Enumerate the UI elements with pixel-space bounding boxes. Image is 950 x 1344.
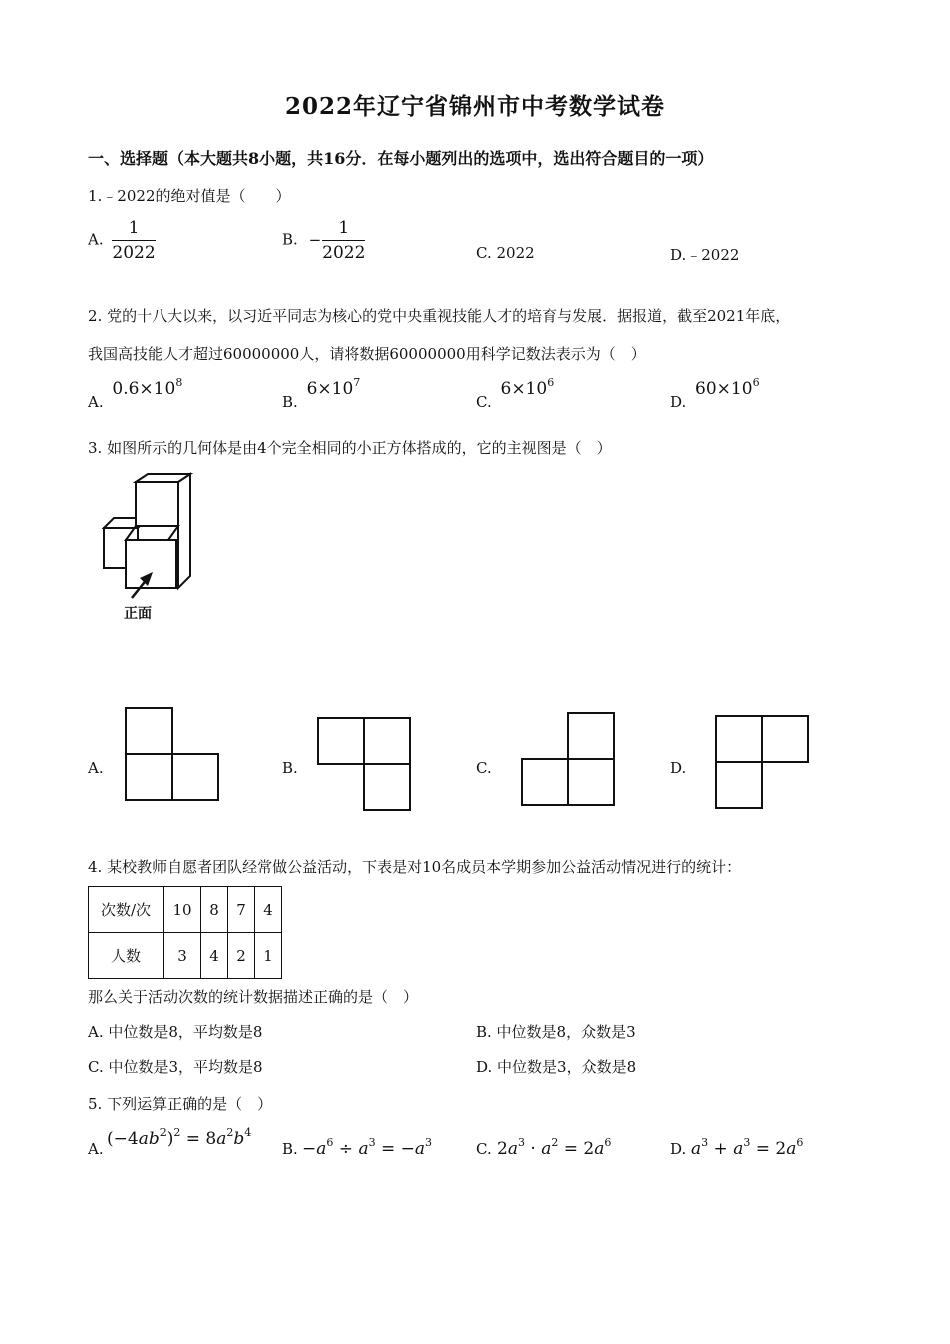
option-label: B. [282, 230, 298, 249]
q4-option-a[interactable]: A. 中位数是8，平均数是8 [88, 1023, 263, 1041]
q2-option-a[interactable] [88, 376, 183, 411]
q3-option-c-label[interactable]: C. [476, 759, 492, 777]
q3-option-d-figure[interactable] [714, 714, 810, 810]
exponent: 6 [547, 376, 555, 389]
q4-option-b[interactable]: B. 中位数是8，众数是3 [476, 1023, 636, 1041]
q1-option-b[interactable] [282, 218, 365, 263]
question-2-stem-line2: 我国高技能人才超过60000000人，请将数据60000000用科学记数法表示为（ ） [88, 345, 646, 363]
table-cell: 4 [201, 933, 228, 979]
table-row [89, 887, 282, 933]
question-2-stem-line1: 2. 党的十八大以来，以习近平同志为核心的党中央重视技能人才的培育与发展．据报道，截至2021年底， [88, 307, 791, 325]
option-label: B. [282, 393, 298, 411]
option-label: A. [88, 230, 104, 249]
question-3-stem: 3. 如图所示的几何体是由4个完全相同的小正方体搭成的，它的主视图是（ ） [88, 439, 612, 457]
q1-option-a[interactable] [88, 218, 156, 263]
q1-option-c[interactable]: C. 2022 [476, 244, 535, 262]
q3-option-c-figure[interactable] [520, 711, 616, 807]
page-title: 2022年辽宁省锦州市中考数学试卷 [284, 93, 665, 120]
fraction [112, 218, 155, 263]
table-cell: 3 [164, 933, 201, 979]
question-5-stem: 5. 下列运算正确的是（ ） [88, 1095, 273, 1113]
q3-option-a-label[interactable]: A. [88, 759, 104, 777]
q5-option-a-label[interactable]: A. [88, 1140, 104, 1158]
q3-option-b-figure[interactable] [316, 716, 412, 812]
q5-option-d-expression: $a^3 + a^3 = 2a^6$ [691, 1136, 804, 1159]
denominator: 2022 [322, 243, 366, 263]
question-4-prompt: 那么关于活动次数的统计数据描述正确的是（ ） [88, 988, 419, 1006]
q5-option-b-label[interactable]: B. [282, 1140, 298, 1158]
table-cell: 次数/次 [89, 887, 164, 933]
q2-option-d[interactable] [670, 376, 760, 411]
table-cell: 10 [164, 887, 201, 933]
front-view-label: 正面 [124, 606, 152, 622]
math-expression: 60×10 [695, 379, 753, 399]
statistics-table [88, 886, 282, 979]
q3-option-a-figure[interactable] [124, 706, 220, 802]
table-cell: 7 [228, 887, 255, 933]
q3-option-b-label[interactable]: B. [282, 759, 298, 777]
fraction [322, 218, 365, 263]
table-cell: 8 [201, 887, 228, 933]
option-label: C. [476, 393, 492, 411]
exponent: 8 [175, 376, 183, 389]
option-label: A. [88, 393, 104, 411]
q1-option-d[interactable]: D.﹣2022 [670, 246, 740, 264]
q4-option-c[interactable]: C. 中位数是3，平均数是8 [88, 1058, 263, 1076]
math-expression: 0.6×10 [112, 379, 176, 399]
table-cell: 人数 [89, 933, 164, 979]
question-1-stem: 1.﹣2022的绝对值是（ ） [88, 187, 291, 205]
section-heading: 一、选择题（本大题共8小题，共16分．在每小题列出的选项中，选出符合题目的一项） [88, 149, 714, 168]
math-expression: 6×10 [306, 379, 354, 399]
numerator: 1 [322, 218, 365, 241]
table-cell: 1 [255, 933, 282, 979]
q5-option-c-label[interactable]: C. [476, 1140, 492, 1158]
exponent: 7 [353, 376, 361, 389]
denominator: 2022 [112, 243, 156, 263]
q5-option-a-expression: $(-4ab^2)^2 = 8a^2b^4$ [107, 1126, 252, 1149]
minus-sign: − [308, 230, 322, 249]
q5-option-d-label[interactable]: D. [670, 1140, 687, 1158]
table-cell: 2 [228, 933, 255, 979]
cube-solid-figure [96, 470, 206, 625]
exponent: 6 [752, 376, 760, 389]
q2-option-c[interactable] [476, 376, 555, 411]
table-row [89, 933, 282, 979]
numerator: 1 [112, 218, 155, 241]
q3-option-d-label[interactable]: D. [670, 759, 687, 777]
q2-option-b[interactable] [282, 376, 361, 411]
q5-option-c-expression: $2a^3 \cdot a^2 = 2a^6$ [497, 1136, 612, 1159]
option-label: D. [670, 393, 687, 411]
math-expression: 6×10 [500, 379, 548, 399]
question-4-stem: 4. 某校教师自愿者团队经常做公益活动，下表是对10名成员本学期参加公益活动情况进行的统计： [88, 858, 742, 876]
table-cell: 4 [255, 887, 282, 933]
q4-option-d[interactable]: D. 中位数是3，众数是8 [476, 1058, 637, 1076]
q5-option-b-expression: $-a^6 \div a^3 = -a^3$ [302, 1136, 433, 1159]
